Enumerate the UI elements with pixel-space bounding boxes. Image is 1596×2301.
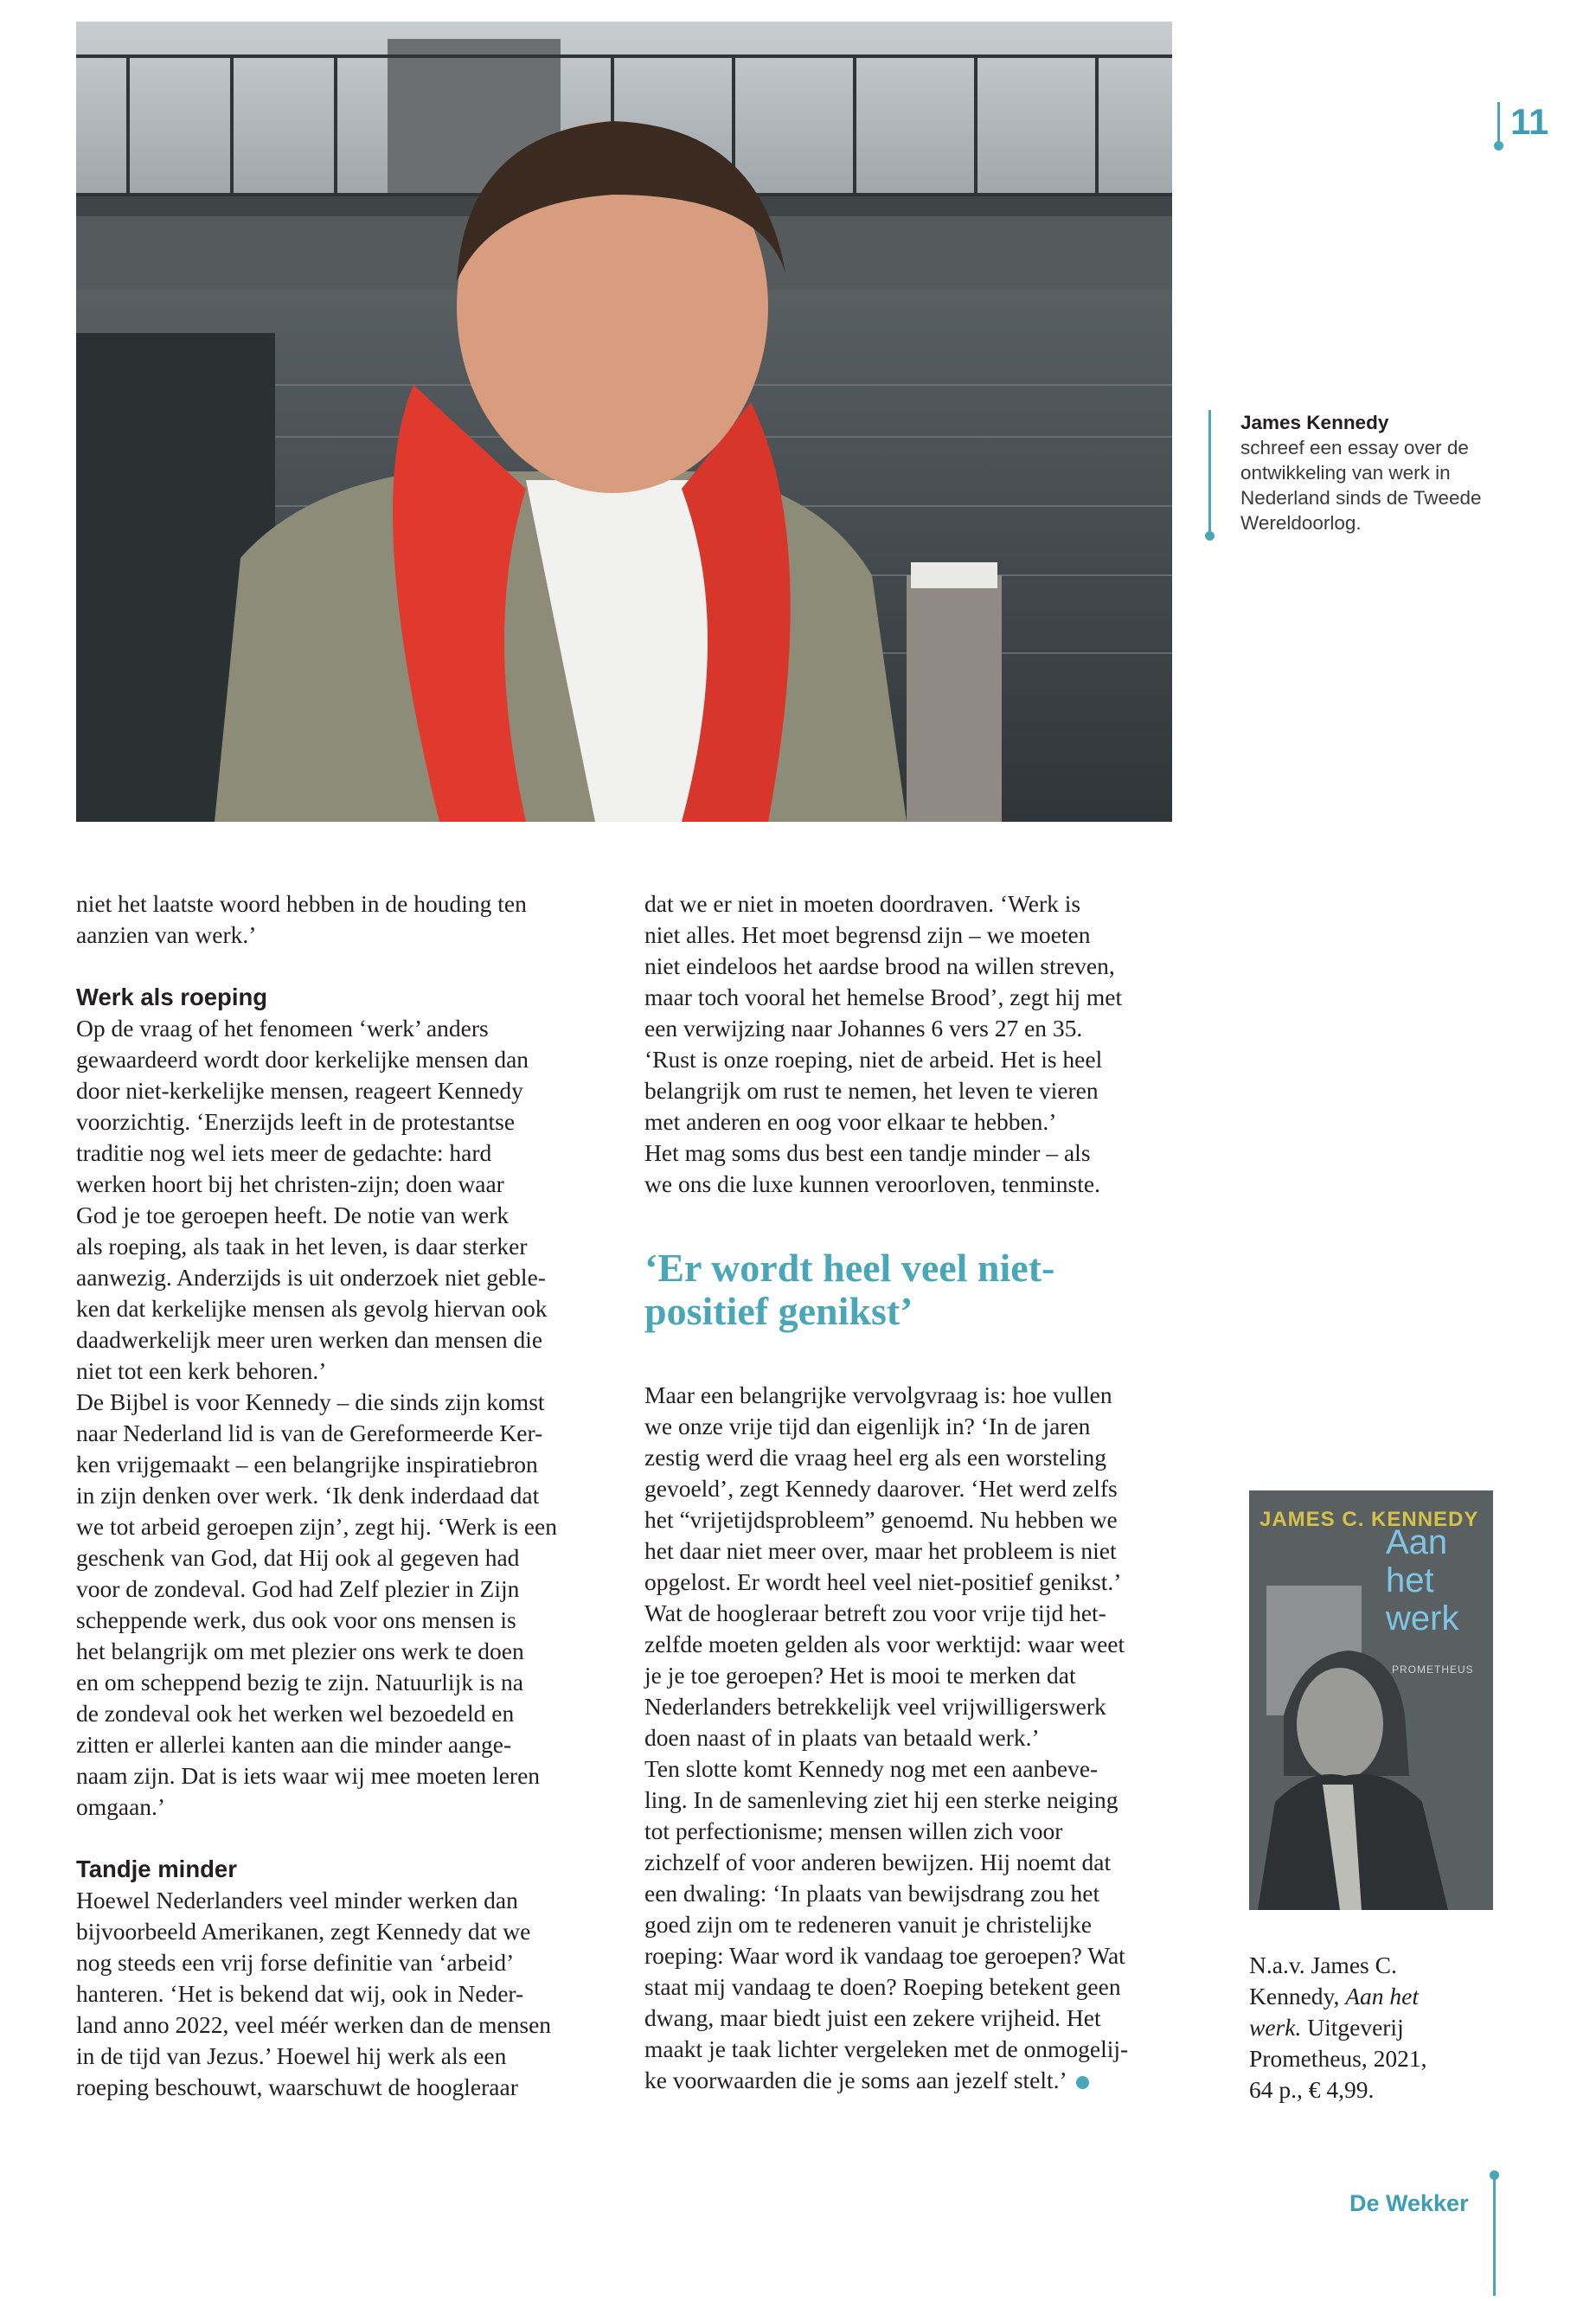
magazine-name: De Wekker <box>1349 2190 1469 2216</box>
photo-caption <box>1208 410 1526 535</box>
photo-caption-name: James Kennedy <box>1240 412 1389 433</box>
article-end-dot <box>1076 2076 1089 2089</box>
page-number-dot <box>1494 141 1503 151</box>
intro-paragraph: niet het laatste woord hebben in de houding ten aanzien van werk.’ <box>76 890 527 948</box>
book-cover-publisher: PROMETHEUS <box>1392 1663 1474 1676</box>
article-column-left <box>76 888 621 2103</box>
page-number-text: 11 <box>1510 101 1549 142</box>
book-caption-title: Aan het werk. <box>1249 1983 1420 2041</box>
section-heading-tandje-minder: Tandje minder <box>76 1856 237 1882</box>
paragraph: Het mag soms dus best een tandje minder – als we ons die luxe kunnen veroorloven, tenminste. <box>644 1139 1100 1197</box>
footer-divider <box>1493 2175 1496 2296</box>
paragraph: Maar een belangrijke vervolgvraag is: hoe vullen we onze vrije tijd dan eigenlijk in? ‘In de jaren zestig werd die vraag heel erg als een worsteling gevoeld’, zegt Kennedy daarover. ‘Het werd zelfs het “vrijetijdsprobleem” genoemd. Nu hebben we het daar niet meer over, maar het probleem is niet opgelost. Er wordt heel veel niet-positief genikst.’ Wat de hoogleraar betreft zou voor vrije tijd het- zelfde moeten gelden als voor werktijd: waar weet je je toe geroepen? Het is mooi te merken dat Nederlanders betrekkelijk veel vrijwilligerswerk doen naast of in plaats van betaald werk.’ <box>644 1381 1125 1751</box>
paragraph: dat we er niet in moeten doordraven. ‘Werk is niet alles. Het moet begrensd zijn – we moeten niet eindeloos het aardse brood na willen streven, maar toch vooral het hemelse Brood’, zegt hij met een verwijzing naar Johannes 6 vers 27 en 35. ‘Rust is onze roeping, niet de arbeid. Het is heel belangrijk om rust te nemen, het leven te vieren met anderen en oog voor elkaar te hebben.’ <box>644 890 1123 1135</box>
closing-paragraph-text: Ten slotte komt Kennedy nog met een aanbeve- ling. In de samenleving ziet hij een sterke neiging tot perfectionisme; mensen willen zich voor zichzelf of voor anderen bewijzen. Hij noemt dat een dwaling: ‘In plaats van bewijsdrang zou het goed zijn om te redeneren vanuit je christelijke roeping: Waar word ik vandaag toe geroepen? Wat staat mij vandaag te doen? Roeping betekent geen dwang, maar biedt juist een zekere vrijheid. Het maakt je taak lichter vergeleken met de onmogelij- ke voorwaarden die je soms aan jezelf stelt.’ <box>644 1755 1129 2093</box>
section-heading-werk-als-roeping: Werk als roeping <box>76 984 268 1010</box>
book-caption <box>1249 1950 1500 2106</box>
pull-quote: ‘Er wordt heel veel niet- positief genikst’ <box>644 1246 1055 1333</box>
book-cover-title: Aan het werk <box>1386 1523 1459 1638</box>
paragraph: Hoewel Nederlanders veel minder werken dan bijvoorbeeld Amerikanen, zegt Kennedy dat we nog steeds een vrij forse definitie van ‘arbeid’ hanteren. ‘Het is bekend dat wij, ook in Neder- land anno 2022, veel méér werken dan de mensen in de tijd van Jezus.’ Hoewel hij werk als een roeping beschouwt, waarschuwt de hoogleraar <box>76 1887 552 2100</box>
article-column-right <box>644 888 1189 2096</box>
book-cover <box>1249 1490 1493 1910</box>
portrait-photo <box>76 22 1172 822</box>
closing-paragraph <box>644 1753 1189 2096</box>
photo-caption-dot <box>1205 531 1215 541</box>
page-number <box>1497 102 1548 145</box>
paragraph: De Bijbel is voor Kennedy – die sinds zijn komst naar Nederland lid is van de Gereformeerde Ker- ken vrijgemaakt – een belangrijke inspiratiebron in zijn denken over werk. ‘Ik denk inderdaad dat we tot arbeid geroepen zijn’, zegt hij. ‘Werk is een geschenk van God, dat Hij ook al gegeven had voor de zondeval. God had Zelf plezier in Zijn scheppende werk, dus ook voor ons mensen is het belangrijk om met plezier ons werk te doen en om scheppend bezig te zijn. Natuurlijk is na de zondeval ook het werken wel bezoedeld en zitten er allerlei kanten aan die minder aange- naam zijn. Dat is iets waar wij mee moeten leren omgaan.’ <box>76 1388 557 1820</box>
photo-caption-text: schreef een essay over de ontwikkeling van werk in Nederland sinds de Tweede Wereldoorlog. <box>1240 437 1482 534</box>
book-caption-prefix: N.a.v. James C. Kennedy, <box>1249 1952 1397 2009</box>
book-cover-author: JAMES C. KENNEDY <box>1259 1508 1479 1531</box>
paragraph: Op de vraag of het fenomeen ‘werk’ anders gewaardeerd wordt door kerkelijke mensen dan door niet-kerkelijke mensen, reageert Kennedy voorzichtig. ‘Enerzijds leeft in de protestantse traditie nog wel iets meer de gedachte: hard werken hoort bij het christen-zijn; doen waar God je toe geroepen heeft. De notie van werk als roeping, als taak in het leven, is daar sterker aanwezig. Anderzijds is uit onderzoek niet geble- ken dat kerkelijke mensen als gevolg hiervan ook daadwerkelijk meer uren werken dan mensen die niet tot een kerk behoren.’ <box>76 1015 548 1384</box>
portrait-photo-illustration <box>76 22 1172 822</box>
footer-divider-dot <box>1490 2170 1499 2180</box>
book-caption-suffix: Uitgeverij Prometheus, 2021, 64 p., € 4,99. <box>1249 2014 1427 2103</box>
